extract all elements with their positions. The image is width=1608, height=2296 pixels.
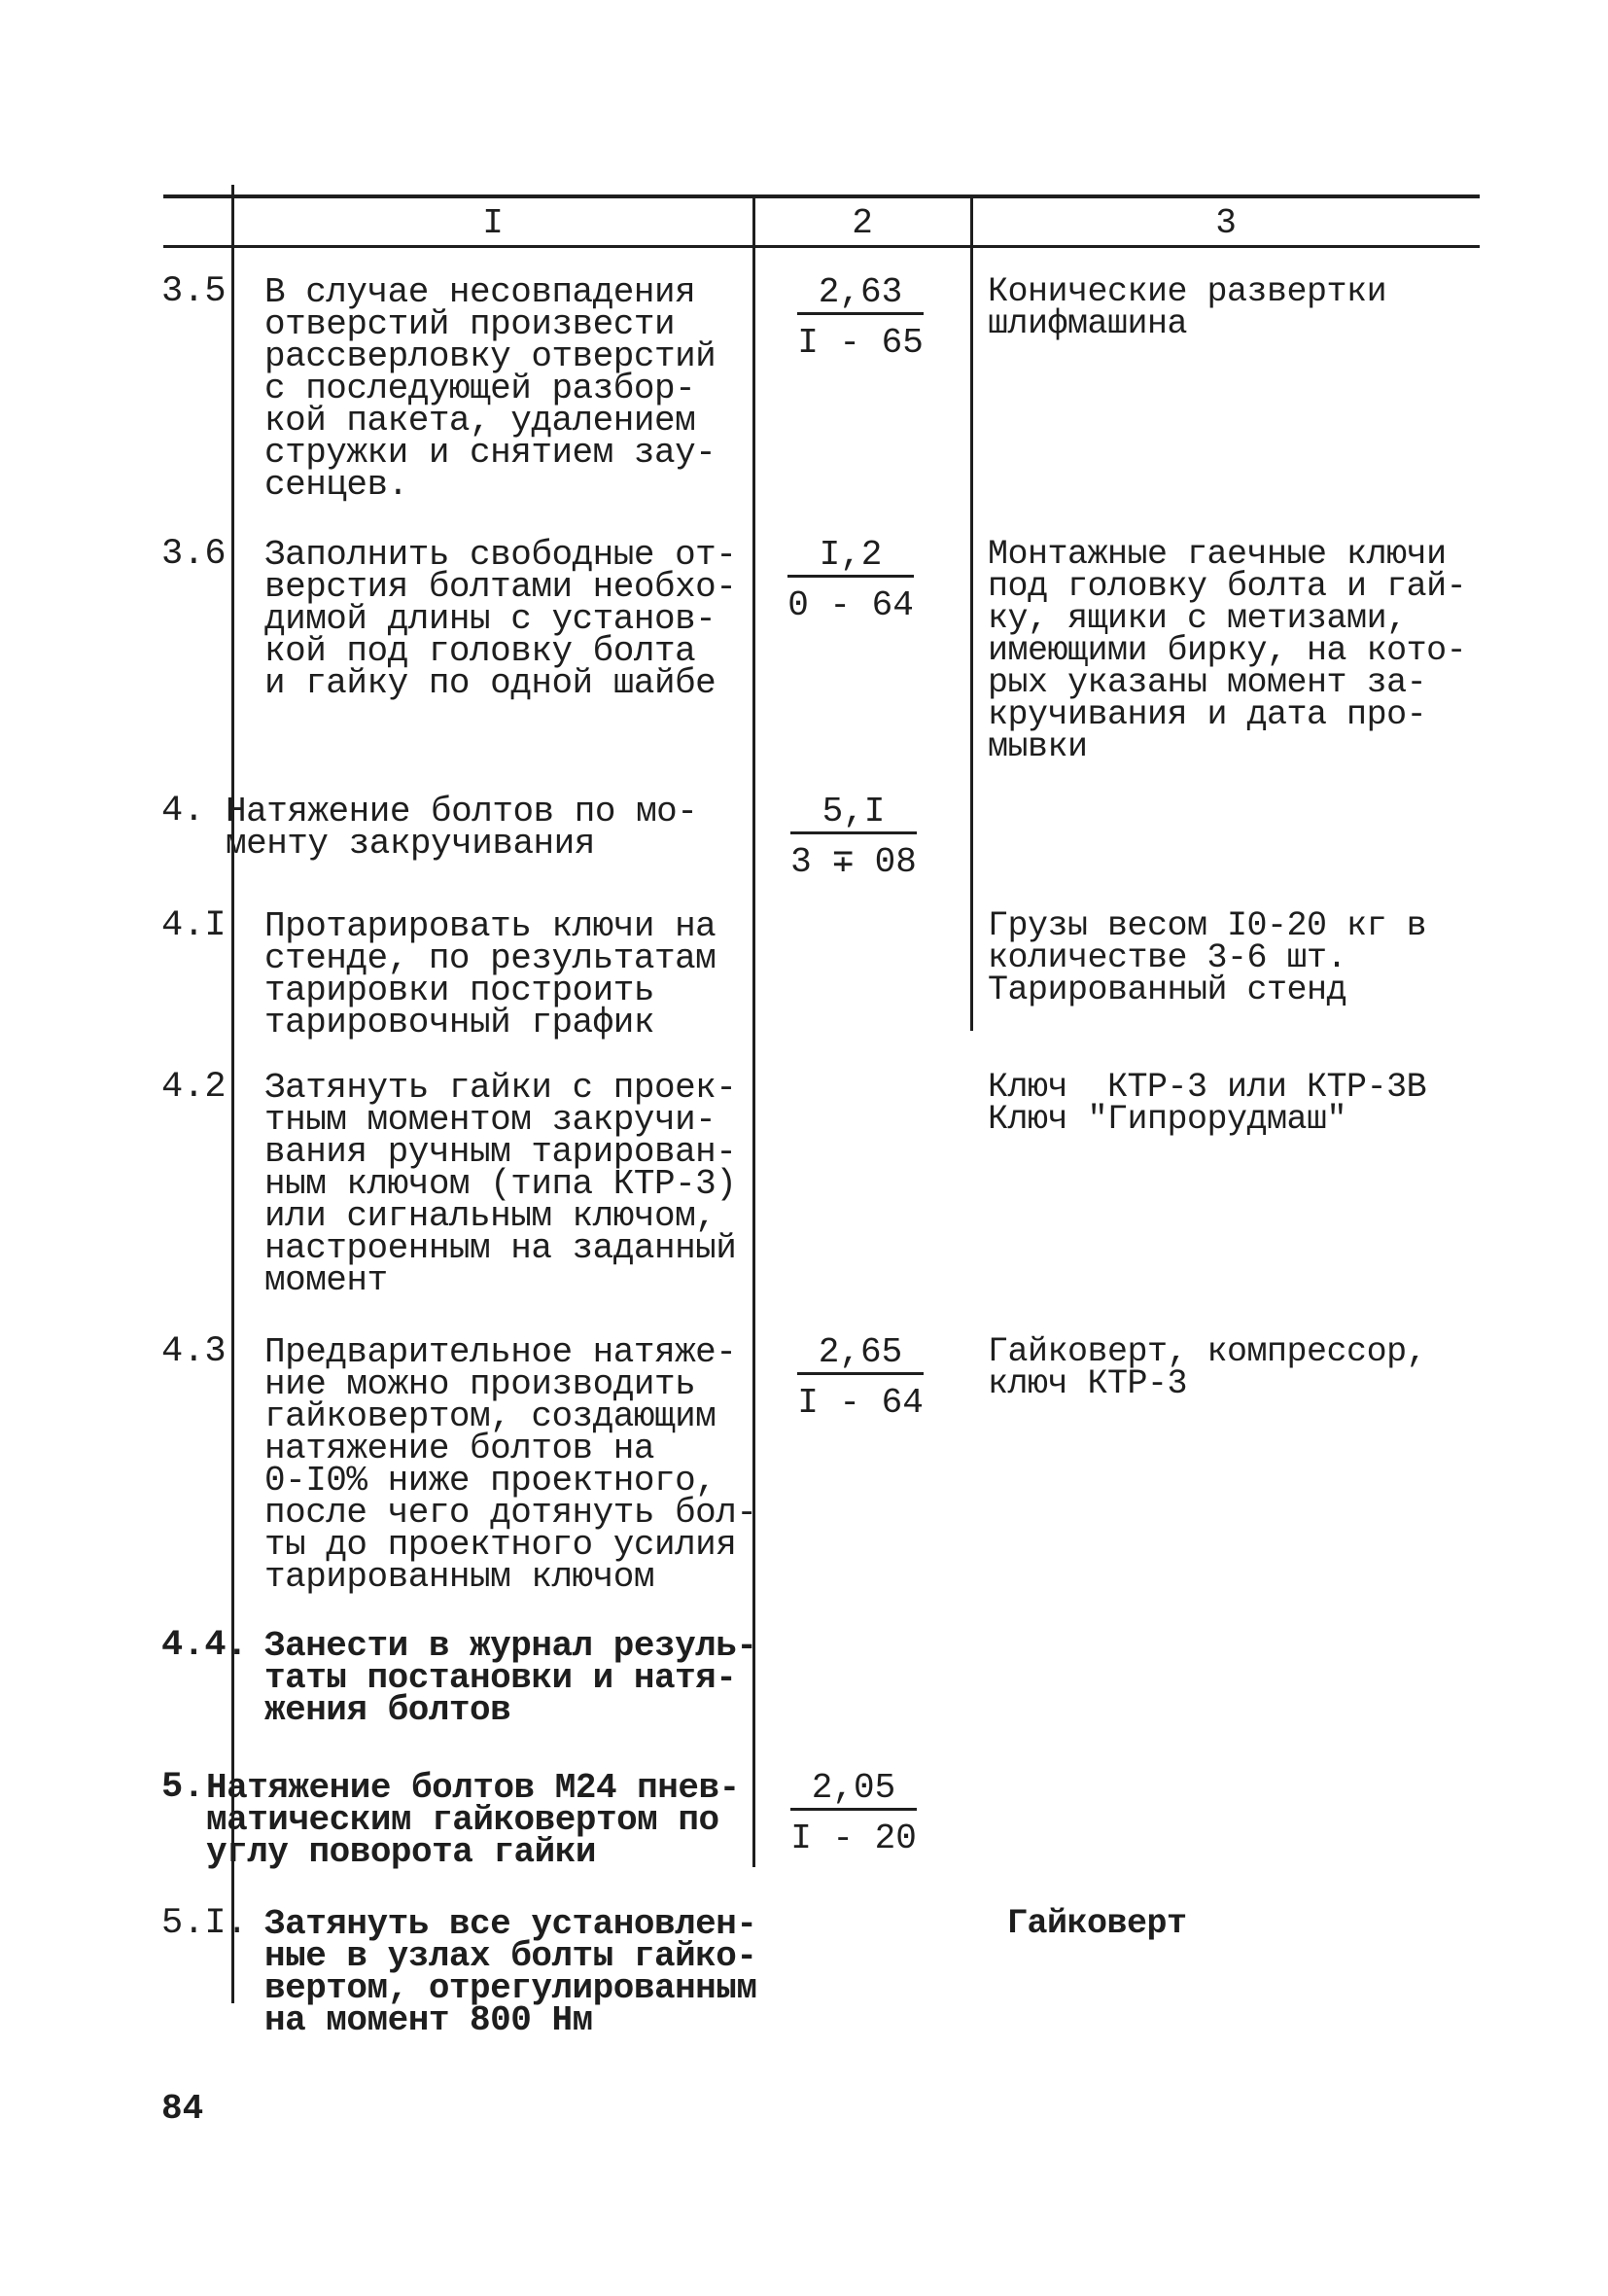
norm-numerator: 5,I [821, 792, 886, 831]
norm-fraction [783, 535, 919, 625]
row-number: 5.I. [161, 1903, 248, 1944]
row-number: 4.4. [161, 1625, 248, 1666]
row-tools: Гайковерт, компрессор, ключ КТР-3 [988, 1332, 1427, 1403]
row-tools: Грузы весом I0-20 кг в количестве 3-6 шт. Тарированный стенд [988, 906, 1427, 1009]
row-text: В случае несовпадения отверстий произвести рассверловку отверстий с последующей разбор- кой пакета, удалением стружки и снятием зау- сенцев. [264, 272, 717, 505]
row-text: Затянуть гайки с проек- тным моментом закручи- вания ручным тарирован- ным ключом (типа КТР-3) или сигнальным ключом, настроенным на заданный момент [264, 1068, 737, 1300]
header-col1: I [482, 203, 504, 243]
row-text: Натяжение болтов М24 пнев- матическим гайковертом по углу поворота гайки [206, 1768, 740, 1872]
header-col2: 2 [852, 203, 873, 243]
norm-fraction [786, 1768, 922, 1858]
norm-numerator: 2,65 [818, 1332, 903, 1372]
table-top-rule [163, 194, 1480, 198]
row-text: Занести в журнал резуль- таты постановки и натя- жения болтов [264, 1626, 757, 1730]
norm-denominator: I - 20 [790, 1819, 917, 1858]
row-text: Затянуть все установлен- ные в узлах болты гайко- вертом, отрегулированным на момент 800 Нм [264, 1904, 757, 2040]
row-tools: Гайковерт [1007, 1904, 1187, 1943]
row-text: Натяжение болтов по мо- менту закручивания [226, 792, 698, 864]
row-tools: Конические развертки шлифмашина [988, 272, 1387, 343]
header-col3: 3 [1215, 203, 1237, 243]
norm-fraction [792, 272, 928, 363]
norm-numerator: I,2 [819, 535, 883, 575]
norm-denominator: I - 64 [797, 1383, 924, 1423]
page-number: 84 [161, 2089, 204, 2129]
norm-fraction [792, 1332, 928, 1423]
norm-fraction [786, 792, 922, 882]
column-divider-right [970, 194, 973, 1031]
header-bottom-rule [163, 245, 1480, 248]
row-number: 4.3 [161, 1331, 227, 1372]
row-text: Протарировать ключи на стенде, по результатам тарировки построить тарировочный график [264, 906, 717, 1042]
row-text: Заполнить свободные от- верстия болтами необхо- димой длины с установ- кой под головку болта и гайку по одной шайбе [264, 535, 737, 703]
row-tools: Ключ КТР-3 или КТР-3В Ключ "Гипрорудмаш" [988, 1068, 1427, 1139]
norm-numerator: 2,63 [818, 272, 903, 312]
row-number: 3.5 [161, 271, 227, 312]
column-divider-middle [752, 194, 755, 1867]
norm-denominator: 3 ∓ 08 [790, 842, 917, 882]
row-text: Предварительное натяже- ние можно производить гайковертом, создающим натяжение болтов на 0-I0% ниже проектного, после чего дотянуть бол- ты до проектного усилия тарированным ключом [264, 1332, 757, 1597]
norm-denominator: I - 65 [797, 323, 924, 363]
row-number: 5. [161, 1767, 205, 1808]
row-number: 4. [161, 791, 205, 831]
row-number: 3.6 [161, 534, 227, 575]
row-number: 4.2 [161, 1067, 227, 1108]
norm-denominator: 0 - 64 [787, 585, 914, 625]
column-divider-left [231, 185, 234, 2003]
row-tools: Монтажные гаечные ключи под головку болта и гай- ку, ящики с метизами, имеющими бирку, на кото- рых указаны момент за- кручивания и дата про- мывки [988, 535, 1467, 766]
norm-numerator: 2,05 [811, 1768, 896, 1808]
row-number: 4.I [161, 905, 227, 946]
